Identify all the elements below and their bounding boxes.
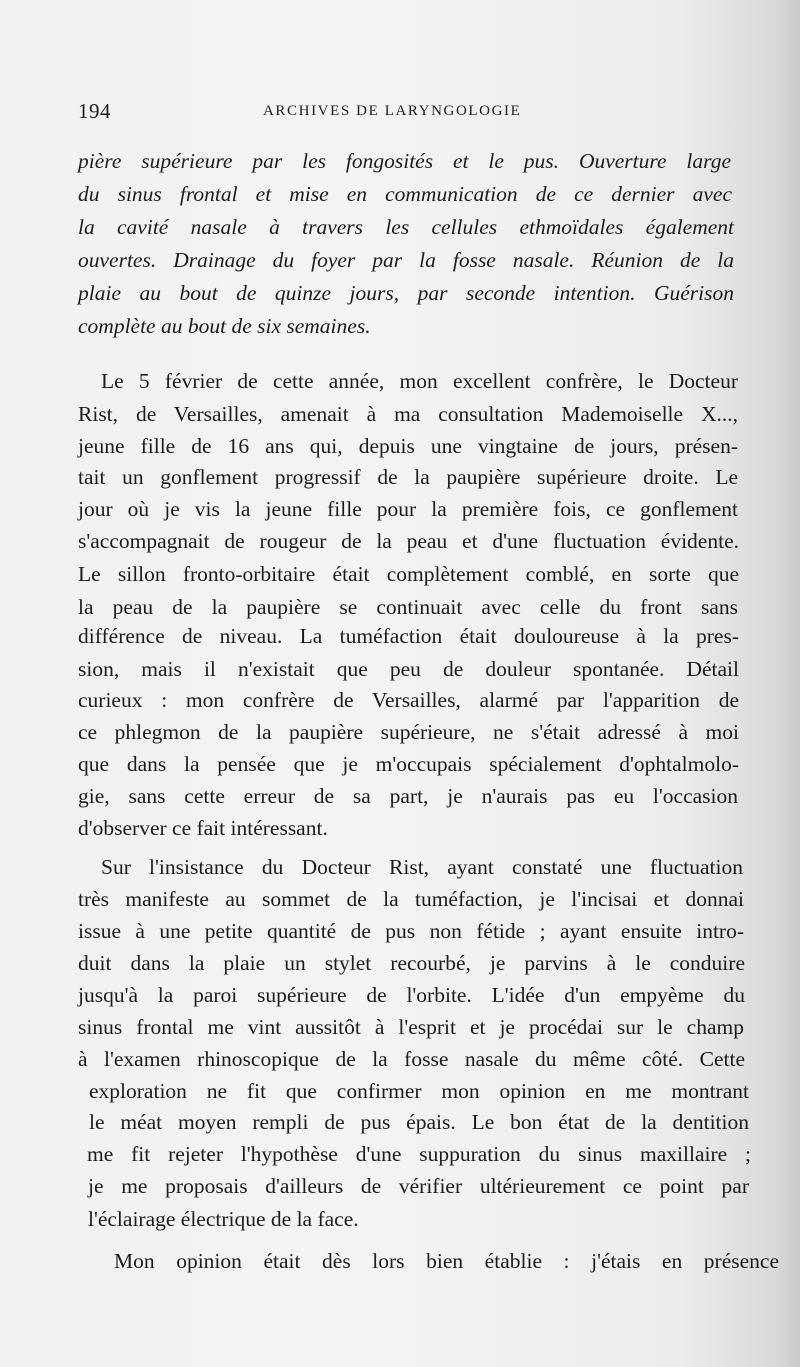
text-line: Mon opinion était dès lors bien établie : j'étais en présence	[114, 1249, 779, 1273]
text-line: l'éclairage électrique de la face.	[88, 1207, 359, 1231]
text-line: jusqu'à la paroi supérieure de l'orbite. L'idée d'un empyème du	[78, 983, 745, 1007]
text-line: pière supérieure par les fongosités et le pus. Ouverture large	[78, 149, 731, 173]
text-line: Le 5 février de cette année, mon excellent confrère, le Docteur	[101, 369, 738, 393]
text-line: du sinus frontal et mise en communication de ce dernier avec	[78, 182, 732, 206]
text-line: duit dans la plaie un stylet recourbé, je parvins à le conduire	[78, 951, 745, 975]
text-line: me fit rejeter l'hypothèse d'une suppuration du sinus maxillaire ;	[87, 1142, 751, 1166]
text-line: la cavité nasale à travers les cellules ethmoïdales également	[78, 215, 734, 239]
text-line: Sur l'insistance du Docteur Rist, ayant constaté une fluctuation	[101, 855, 743, 879]
text-line: issue à une petite quantité de pus non fétide ; ayant ensuite intro-	[78, 919, 744, 943]
text-line: la peau de la paupière se continuait avec celle du front sans	[78, 595, 738, 619]
text-line: sion, mais il n'existait que peu de douleur spontanée. Détail	[78, 657, 739, 681]
page-header	[78, 99, 738, 129]
text-line: sinus frontal me vint aussitôt à l'esprit et je procédai sur le champ	[78, 1015, 744, 1039]
text-line: que dans la pensée que je m'occupais spécialement d'ophtalmolo-	[78, 752, 739, 776]
page-number: 194	[78, 99, 111, 123]
text-line: d'observer ce fait intéressant.	[78, 816, 328, 840]
text-line: très manifeste au sommet de la tuméfaction, je l'incisai et donnai	[78, 887, 744, 911]
text-line: ouvertes. Drainage du foyer par la fosse nasale. Réunion de la	[78, 248, 734, 272]
text-line: exploration ne fit que confirmer mon opinion en me montrant	[89, 1079, 749, 1103]
text-line: complète au bout de six semaines.	[78, 314, 371, 338]
running-title: ARCHIVES DE LARYNGOLOGIE	[263, 103, 522, 119]
text-line: curieux : mon confrère de Versailles, alarmé par l'apparition de	[78, 688, 739, 712]
text-line: gie, sans cette erreur de sa part, je n'aurais pas eu l'occasion	[78, 784, 738, 808]
text-line: à l'examen rhinoscopique de la fosse nasale du même côté. Cette	[78, 1047, 745, 1071]
text-line: s'accompagnait de rougeur de la peau et d'une fluctuation évidente.	[78, 529, 739, 553]
text-line: je me proposais d'ailleurs de vérifier ultérieurement ce point par	[88, 1174, 749, 1198]
text-line: jeune fille de 16 ans qui, depuis une vingtaine de jours, présen-	[78, 434, 738, 458]
text-line: le méat moyen rempli de pus épais. Le bon état de la dentition	[89, 1110, 749, 1134]
text-line: Le sillon fronto-orbitaire était complètement comblé, en sorte que	[78, 562, 739, 586]
text-line: jour où je vis la jeune fille pour la première fois, ce gonflement	[78, 497, 738, 521]
text-line: ce phlegmon de la paupière supérieure, ne s'était adressé à moi	[78, 720, 739, 744]
text-line: Rist, de Versailles, amenait à ma consultation Mademoiselle X...,	[78, 402, 738, 426]
text-line: tait un gonflement progressif de la paupière supérieure droite. Le	[78, 465, 738, 489]
text-line: différence de niveau. La tuméfaction était douloureuse à la pres-	[78, 624, 739, 648]
text-line: plaie au bout de quinze jours, par seconde intention. Guérison	[78, 281, 734, 305]
